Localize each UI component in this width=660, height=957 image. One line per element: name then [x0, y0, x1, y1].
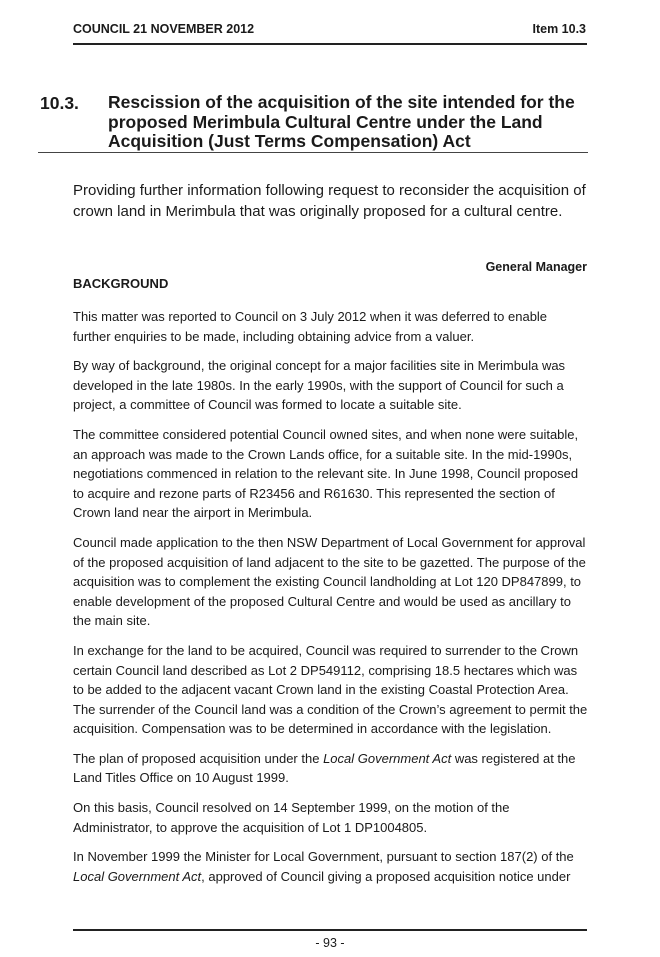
page-header	[73, 22, 586, 36]
page-number: - 93 -	[315, 936, 345, 950]
background-body	[73, 307, 588, 896]
paragraph: The committee considered potential Council owned sites, and when none were suitable, an approach was made to the Crown Lands office, for a suitable site. In the mid-1990s, negotiations commenced in relation to the relevant site. In June 1998, Council proposed to acquire and rezone parts of R23456 and R61630. This represented the section of Crown land near the airport in Merimbula.	[73, 426, 579, 521]
header-divider	[73, 43, 587, 45]
footer-divider	[73, 929, 587, 931]
paragraph: On this basis, Council resolved on 14 September 1999, on the motion of the Administrator, to approve the acquisition of Lot 1 DP1004805.	[73, 800, 510, 835]
header-meeting-date: COUNCIL 21 NOVEMBER 2012	[73, 22, 255, 36]
paragraph: Council made application to the then NSW Department of Local Government for approval of the proposed acquisition of land adjacent to the site to be gazetted. The purpose of the acquisition was to complement the existing Council landholding at Lot 120 DP847899, to enable development of the proposed Cultural Centre and would be used as ancillary to the main site.	[73, 534, 586, 629]
paragraph: The plan of proposed acquisition under the Local Government Act was registered at the Land Titles Office on 10 August 1999.	[73, 750, 576, 786]
item-summary: Providing further information following request to reconsider the acquisition of crown land in Merimbula that was originally proposed for a cultural centre.	[73, 182, 586, 220]
title-divider	[38, 152, 588, 153]
report-author: General Manager	[485, 260, 587, 274]
header-item-number: Item 10.3	[532, 22, 586, 36]
paragraph: In November 1999 the Minister for Local Government, pursuant to section 187(2) of the Local Government Act, approved of Council giving a proposed acquisition notice under	[73, 849, 574, 884]
section-heading-background: BACKGROUND	[73, 276, 169, 291]
paragraph: By way of background, the original concept for a major facilities site in Merimbula was developed in the late 1980s. In the early 1990s, with the support of Council for such a project, a committee of Council was formed to locate a suitable site.	[73, 358, 566, 413]
item-number: 10.3.	[40, 93, 79, 113]
act-name: Local Government Act	[323, 750, 452, 766]
paragraph: In exchange for the land to be acquired, Council was required to surrender to the Crown certain Council land described as Lot 2 DP549112, comprising 18.5 hectares which was to be added to the adjacent vacant Crown land in the existing Coastal Protection Area. The surrender of the Council land was a condition of the Crown’s agreement to permit the acquisition. Compensation was to be determined in accordance with the legislation.	[73, 642, 588, 737]
paragraph: This matter was reported to Council on 3 July 2012 when it was deferred to enable further enquiries to be made, including obtaining advice from a valuer.	[73, 309, 548, 344]
item-title: Rescission of the acquisition of the site intended for the proposed Merimbula Cultural Centre under the Land Acquisition (Just Terms Compensation) Act	[108, 92, 575, 151]
act-name: Local Government Act	[73, 868, 202, 884]
